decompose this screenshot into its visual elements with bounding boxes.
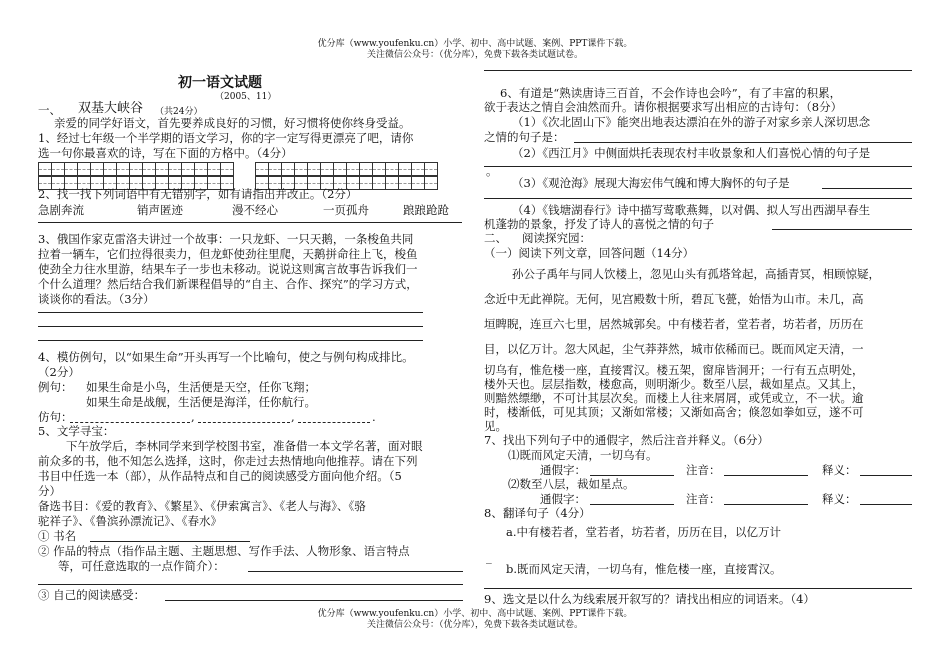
q8-dash: _ <box>486 550 492 564</box>
section2-label: 二、 <box>484 231 507 245</box>
q3-line-3: 使劲全力往水里游，结果车子一步也未移动。说说这则寓言故事告诉我们一 <box>38 262 418 276</box>
q4-line2: （2分） <box>38 365 80 379</box>
q5-line-4: 分） <box>38 484 61 498</box>
q5-item-3: ③ 自己的阅读感受： <box>38 588 146 602</box>
q4-comma-2: , <box>291 410 295 424</box>
q2-word-5: 踉踉跄跄 <box>403 203 449 217</box>
q5-feature-line-1[interactable] <box>248 571 463 572</box>
q5-feature-line-2[interactable] <box>38 584 463 585</box>
q7-zy-label-1: 注音： <box>686 463 721 477</box>
q5-line-2: 前众多的书，他不知怎么选择，这时，你走过去热情地向他推荐。请在下列 <box>38 454 418 468</box>
reading-line-4: 目，以亿万计。忽大风起，尘气莽莽然，城市依稀而已。既而风定天清，一 <box>484 342 864 356</box>
q5-right-line[interactable] <box>484 70 912 71</box>
q4-imitate-label: 仿句： <box>38 410 73 424</box>
exam-title: 初一语文试题 <box>178 75 262 91</box>
q5-book-name-line[interactable] <box>90 541 250 542</box>
q6-s4a: （4）《钱塘湖春行》诗中描写莺歌燕舞，以对偶、拟人写出西湖早春生 <box>512 203 871 217</box>
q7-sentence-1: ⑴既而风定天清，一切乌有。 <box>508 448 658 462</box>
q7-zy-input-2[interactable] <box>724 504 808 505</box>
q2-word-2: 销声匿迹 <box>137 203 183 217</box>
q2-answer-line[interactable] <box>38 222 462 223</box>
q6-answer-2[interactable] <box>484 166 912 167</box>
q7-tj-input-1[interactable] <box>590 475 674 476</box>
q7-sentence-2: ⑵数至八层，裁如星点。 <box>508 477 635 491</box>
q1-line2: 选一句你最喜欢的诗，写在下面的方格中。（4分） <box>38 146 293 160</box>
q7-zy-input-1[interactable] <box>724 475 808 476</box>
q7-sy-label-2: 释义： <box>822 492 857 506</box>
q6-s1a: （1）《次北固山下》能突出地表达漂泊在外的游子对家乡亲人深切思念 <box>512 115 871 129</box>
q4-comma-1: , <box>191 410 195 424</box>
reading-line-1: 孙公子禹年与同人饮楼上，忽见山头有孤塔耸起，高插青冥，相顾惊疑， <box>512 267 880 281</box>
q7-sy-label-1: 释义： <box>822 463 857 477</box>
reading-tail-2: 楼外天也。层层指数，楼愈高，则明渐少。数至八层，裁如星点。又其上， <box>484 377 864 391</box>
reading-line-2: 念近中无此禅院。无何，见宫殿数十所，碧瓦飞甍，始悟为山市。未几，高 <box>484 292 864 306</box>
q4-answer-1[interactable] <box>70 422 190 423</box>
q7-head: 7、找出下列句子中的通假字，然后注音并释义。（6分） <box>484 433 769 447</box>
q3-line-4: 个什么道理？然后结合我们新课程倡导的“自主、合作、探究”的学习方式， <box>38 277 418 291</box>
section1-score: （共24分） <box>155 107 203 117</box>
q6-head-1: 6、有道是“熟读唐诗三百首，不会作诗也会吟”，有了丰富的积累， <box>500 86 842 100</box>
q4-example-1: 如果生命是小鸟，生活便是天空，任你飞翔； <box>86 380 316 394</box>
q6-dot: 。 <box>486 164 498 178</box>
q6-s3: （3）《观沧海》展现大海宏伟气魄和博大胸怀的句子是 <box>512 176 790 190</box>
q1-line1: 1、经过七年级一个半学期的语文学习，你的字一定写得更漂亮了吧，请你 <box>38 131 414 145</box>
q6-answer-3b[interactable] <box>484 198 912 199</box>
reading-head: （一）阅读下列文章，回答问题（14分） <box>484 246 695 260</box>
q5-line-1: 下午放学后，李林同学来到学校图书室，准备借一本文学名著，面对眼 <box>66 439 423 453</box>
q4-example-label: 例句： <box>38 380 73 394</box>
q3-answer-line-2[interactable] <box>38 326 423 327</box>
exam-date: （2005、11） <box>215 92 277 102</box>
q2-word-1: 急剧奔流 <box>38 203 84 217</box>
q2-text: 2、找一找下列词语中有无错别字，如有请指出并改正。（2分） <box>38 187 358 201</box>
q8-answer-line[interactable] <box>484 588 912 589</box>
q6-head-2: 欲于表达之情自会油然而升。请你根据要求写出相应的古诗句：（8分） <box>484 100 843 114</box>
q4-example-2: 如果生命是战舰，生活便是海洋，任你航行。 <box>86 395 316 409</box>
q4-period: . <box>372 410 376 424</box>
site-footer-line1: 优分库（www.youfenku.cn）小学、初中、高中试题、案例、PPT课件下载。 <box>317 609 633 619</box>
q8-a: a.中有楼若者，堂若者，坊若者，历历在目，以亿万计 <box>506 525 782 539</box>
q6-answer-1[interactable] <box>574 142 912 143</box>
site-header-line2: 关注微信公众号：（优分库），免费下载各类试题试卷。 <box>366 50 583 60</box>
section1-intro: 亲爱的同学好语文，首先要养成良好的习惯，好习惯将使你终身受益。 <box>54 116 411 130</box>
q6-s1b: 之情的句子是： <box>484 130 565 144</box>
q5-books-1: 备选书目：《爱的教育》、《繁星》、《伊索寓言》、《老人与海》、《骆 <box>38 499 366 513</box>
q6-answer-4[interactable] <box>772 229 912 230</box>
q6-s2: （2）《西江月》中侧面烘托表现农村丰收景象和人们喜悦心情的句子是 <box>512 146 871 160</box>
q9-text: 9、选文是以什么为线索展开叙写的？请找出相应的词语来。（4） <box>484 592 815 606</box>
q5-books-2: 驼祥子》、《鲁滨孙漂流记》、《春水》 <box>38 514 222 528</box>
reading-tail-5: 见。 <box>484 419 507 433</box>
reading-line-3: 垣睥睨，连亘六七里，居然城郭矣。中有楼若者，堂若者，坊若者，历历在 <box>484 317 864 331</box>
reading-tail-4: 时，楼渐低，可见其顶；又渐如常楼；又渐如高舍；倏忽如拳如豆，遂不可 <box>484 405 864 419</box>
writing-grid-row1[interactable] <box>38 162 233 176</box>
section1-title: 双基大峡谷 <box>78 101 144 116</box>
q7-tj-label-2: 通假字： <box>540 492 586 506</box>
q5-item-1: ① 书名 <box>38 529 77 543</box>
q3-line-5: 谈谈你的看法。（3分） <box>38 292 155 306</box>
q8-b: b.既而风定天清，一切乌有，惟危楼一座，直接霄汉。 <box>506 562 782 576</box>
q3-answer-line-1[interactable] <box>38 312 423 313</box>
q5-item-2b: 等，可任意选取的一点作简介）： <box>58 559 225 573</box>
section1-label: 一、 <box>38 103 61 117</box>
q7-tj-input-2[interactable] <box>590 504 674 505</box>
q2-word-4: 一页孤舟 <box>323 203 369 217</box>
reading-tail-1: 切乌有，惟危楼一座，直接霄汉。楼五架，窗扉皆洞开；一行有五点明处， <box>484 363 864 377</box>
q4-line1: 4、模仿例句，以“如果生命”开头再写一个比喻句，使之与例句构成排比。 <box>38 350 414 364</box>
q3-answer-line-3[interactable] <box>38 340 423 341</box>
site-header-line1: 优分库（www.youfenku.cn）小学、初中、高中试题、案例、PPT课件下载。 <box>317 39 633 49</box>
q7-sy-input-1[interactable] <box>860 475 912 476</box>
reading-tail-3: 则黯然缥缈，不可计其层次矣。而楼上人往来屑屑，或凭或立，不一状。逾 <box>484 391 864 405</box>
q5-feeling-line[interactable] <box>165 600 463 601</box>
writing-grid-row1b[interactable] <box>255 162 437 176</box>
q8-head: 8、翻译句子（4分） <box>484 506 591 520</box>
q3-line-2: 拉着一辆车，它们拉得很卖力，但龙虾使劲往里爬，天鹅拼命往上飞，梭鱼 <box>38 247 418 261</box>
q7-sy-input-2[interactable] <box>860 504 912 505</box>
q3-line-1: 3、俄国作家克雷洛夫讲过一个故事：一只龙虾、一只天鹅，一条梭鱼共同 <box>38 232 414 246</box>
q5-line-3: 书目中任选一本（部），从作品特点和自己的阅读感受方面向他介绍。（5 <box>38 469 402 483</box>
section2-title: 阅读探究园： <box>522 231 591 245</box>
q7-tj-label-1: 通假字： <box>540 463 586 477</box>
q4-answer-2[interactable] <box>198 422 290 423</box>
q7-zy-label-2: 注音： <box>686 492 721 506</box>
q6-answer-3[interactable] <box>822 188 912 189</box>
q5-item-2a: ② 作品的特点（指作品主题、主题思想、写作手法、人物形象、语言特点 <box>38 544 410 558</box>
q2-word-3: 漫不经心 <box>232 203 278 217</box>
q5-head: 5、文学寻宝： <box>38 424 115 438</box>
site-footer-line2: 关注微信公众号：（优分库），免费下载各类试题试卷。 <box>366 620 583 630</box>
q4-answer-3[interactable] <box>298 422 370 423</box>
q6-s4b: 机蓬勃的景象，抒发了诗人的喜悦之情的句子 <box>484 217 714 231</box>
